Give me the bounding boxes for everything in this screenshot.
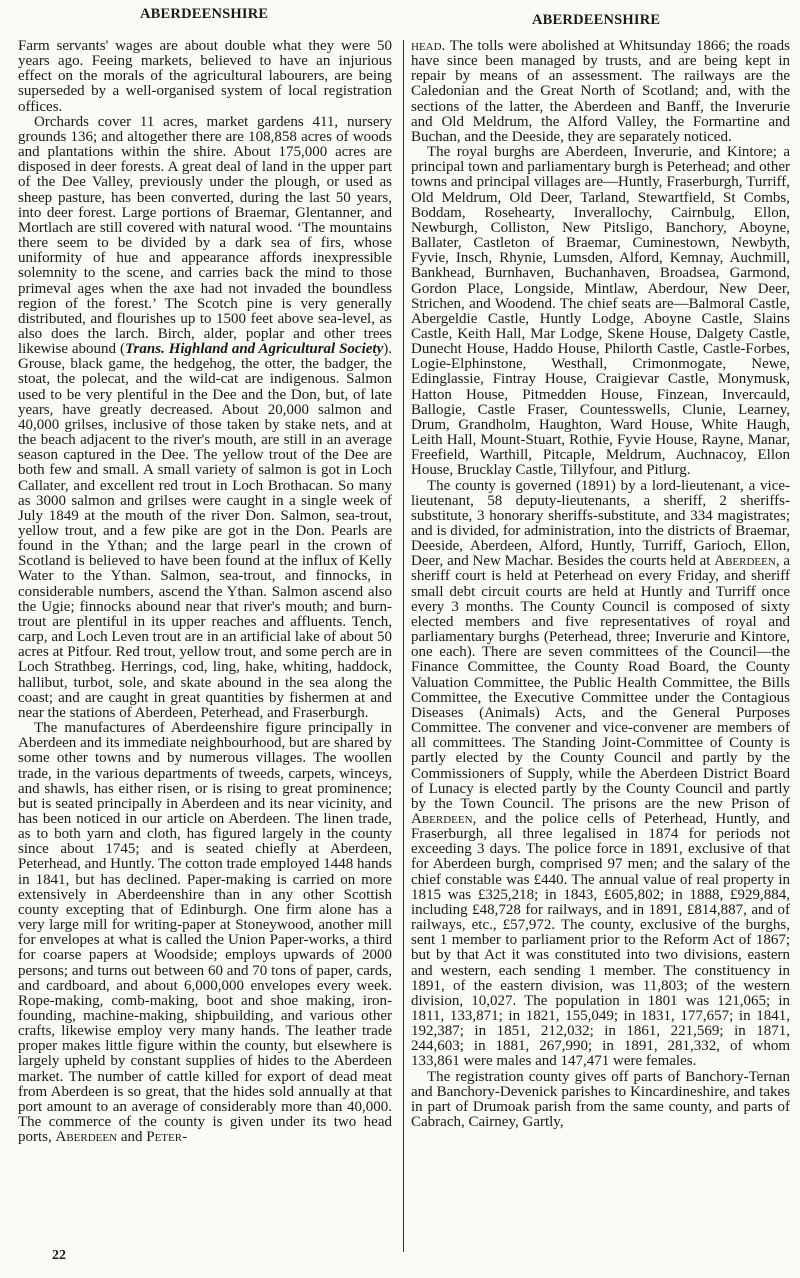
small-caps-reference: head.	[411, 38, 446, 54]
text-run: Farm servants' wages are about double what they were 50 years ago. Feeing markets, believed to have an injurious effect on the morals of the agricultural labourers, are being superseded by a well-organised system of local registration offices.	[18, 38, 392, 115]
running-header-right: ABERDEENSHIRE	[532, 12, 661, 28]
paragraph	[411, 1070, 790, 1131]
text-run: , a sheriff court is held at Peterhead on every Friday, and sheriff small debt circuit courts are held at Huntly and Turriff once every 3 months. The County Council is composed of sixty elected members and five representatives of royal and parliamentary burghs (Peterhead, three; Inverurie and Kintore, one each). There are seven committees of the Council—the Finance Committee, the County Road Board, the County Valuation Committee, the Public Health Committee, the Bills Committee, the Executive Committee under the Contagious Diseases (Animals) Acts, and the General Purposes Committee. The convener and vice-convener are members of all committees. The Standing Joint-Committee of County is partly elected by the County Council and partly by the Commissioners of Supply, while the Aberdeen District Board of Lunacy is elected partly by the County Council and partly by the Town Council. The prisons are the new Prison of	[411, 553, 790, 812]
paragraph	[18, 115, 392, 721]
text-column-left	[18, 39, 392, 1145]
small-caps-reference: Peter-	[146, 1129, 188, 1146]
small-caps-reference: Aberdeen	[411, 810, 473, 827]
text-run: and	[117, 1129, 147, 1146]
text-run: The royal burghs are Aberdeen, Inverurie, and Kintore; a principal town and parliamentary burgh is Peterhead; and other towns and principal villages are—Huntly, Fraserburgh, Turriff, Old Meldrum, Old Deer, Tarland, Stewartfield, St Combs, Boddam, Rosehearty, Inverallochy, Cairnbulg, Ellon, Newburgh, Colliston, New Pitsligo, Banchory, Aboyne, Ballater, Castleton of Braemar, Cuminestown, Newbyth, Fyvie, Insch, Rhynie, Lumsden, Alford, Kemnay, Auchmill, Bankhead, Burnhaven, Buchanhaven, Broadsea, Garmond, Gordon Place, Longside, Mintlaw, Aberdour, New Deer, Strichen, and Woodend. The chief seats are—Balmoral Castle, Abergeldie Castle, Huntly Lodge, Aboyne Castle, Slains Castle, Keith Hall, Mar Lodge, Skene House, Dalgety Castle, Dunecht House, Haddo House, Philorth Castle, Castle-Forbes, Logie-Elphinstone, Westhall, Crimonmogate, Newe, Edinglassie, Fintray House, Craigievar Castle, Monymusk, Hatton House, Pitmedden House, Finzean, Invercauld, Ballogie, Castle Fraser, Countesswells, Clunie, Learney, Drum, Grandholm, Haughton, Ward House, White Haugh, Leith Hall, Mount-Stuart, Rothie, Fyvie House, Rayne, Manar, Freefield, Warthill, Pitcaple, Meldrum, Auchnacoy, Ellon House, Brucklay Castle, Tillyfour, and Pitlurg.	[411, 144, 790, 479]
paragraph	[411, 145, 790, 478]
italic-citation: Trans. Highland and Agricultural Society	[124, 341, 384, 358]
small-caps-reference: Aberdeen	[714, 553, 776, 570]
text-run: The manufactures of Aberdeenshire figure principally in Aberdeen and its immediate neighbourhood, but are shared by some other towns and by numerous villages. The woollen trade, in the various departments of tweeds, carpets, winceys, and shawls, has either risen, or is rising to great prominence; but is seated principally in Aberdeen and its near vicinity, and has been noticed in our article on Aberdeen. The linen trade, as to both yarn and cloth, has figured largely in the county since about 1745; and is seated chiefly at Aberdeen, Peterhead, and Huntly. The cotton trade employed 1448 hands in 1841, but has declined. Paper-making is carried on more extensively in Aberdeenshire than in any other Scottish county excepting that of Edinburgh. One firm alone has a very large mill for writing-paper at Stoneywood, another mill for envelopes at what is called the Union Paper-works, a third for coarse papers at Woodside; employs upwards of 2000 persons; and turns out between 60 and 70 tons of paper, cards, and cardboard, and about 6,000,000 envelopes every week. Rope-making, comb-making, boot and shoe making, iron-founding, machine-making, shipbuilding, and various other crafts, likewise employ very many hands. The leather trade proper makes little figure within the county, but elsewhere is largely upheld by constant supplies of hides to the Aberdeen market. The number of cattle killed for export of dead meat from Aberdeen is so great, that the hides sold annually at that port amount to an average of considerably more than 40,000. The commerce of the county is given under its two head ports,	[18, 720, 392, 1146]
paragraph	[18, 721, 392, 1145]
paragraph	[411, 39, 790, 145]
text-run: The tolls were abolished at Whitsunday 1866; the roads have since been managed by trusts, and are being kept in repair by means of an assessment. The railways are the Caledonian and the Great North of Scotland; and, with the sections of the latter, the Aberdeen and Banff, the Inverurie and Old Meldrum, the Alford Valley, the Formartine and Buchan, and the Deeside, they are separately noticed.	[411, 38, 790, 145]
paragraph	[411, 479, 790, 1070]
text-run: , and the police cells of Peterhead, Huntly, and Fraserburgh, all three legalised in 1874 for periods not exceeding 3 days. The police force in 1891, exclusive of that for Aberdeen burgh, comprised 97 men; and the salary of the chief constable was £440. The annual value of real property in 1815 was £325,218; in 1843, £605,802; in 1888, £929,884, including £48,728 for railways, and in 1891, £814,887, and of railways, etc., £57,972. The county, exclusive of the burghs, sent 1 member to parliament prior to the Reform Act of 1867; but by that Act it was constituted into two divisions, eastern and western, each sending 1 member. The constituency in 1891, of the eastern division, was 11,803; of the western division, 10,027. The population in 1801 was 121,065; in 1811, 133,871; in 1821, 155,049; in 1831, 177,657; in 1841, 192,387; in 1851, 212,032; in 1861, 221,569; in 1871, 244,603; in 1881, 267,990; in 1891, 281,332, of whom 133,861 were males and 147,471 were females.	[411, 810, 790, 1070]
text-run: The registration county gives off parts of Banchory-Ternan and Banchory-Devenick parishes to Kincardineshire, and takes in part of Drumoak parish from the same county, and parts of Cabrach, Cairney, Gartly,	[411, 1068, 790, 1131]
page-number: 22	[52, 1248, 66, 1263]
text-run: ). Grouse, black game, the hedgehog, the otter, the badger, the stoat, the polecat, and the wild-cat are indigenous. Salmon used to be very plentiful in the Dee and the Don, but, of late years, have greatly decreased. About 20,000 salmon and 40,000 grilses, inclusive of those taken by stake nets, and at the beach adjacent to the river's mouth, are still in an average season captured in the Dee. The yellow trout of the Dee are both few and small. A small variety of salmon is got in Loch Callater, and excellent red trout in Loch Brothacan. So many as 3000 salmon and grilses were caught in a single week of July 1849 at the mouth of the river Don. Salmon, sea-trout, yellow trout, and a few pike are got in the Don. Pearls are found in the Ythan; and the large pearl in the crown of Scotland is believed to have been found at the influx of Kelly Water to the Ythan. Salmon, sea-trout, and finnocks, in considerable numbers, ascend the Ythan. Salmon ascend also the Ugie; finnocks abound near that river's mouth; and burn-trout are plentiful in its upper reaches and affluents. Tench, carp, and Loch Leven trout are in an artificial lake of about 50 acres at Pitfour. Red trout, yellow trout, and some perch are in Loch Strathbeg. Herrings, cod, ling, hake, whiting, haddock, hallibut, turbot, sole, and skate abound in the sea along the coast; and are caught in great quantities by fishermen at and near the stations of Aberdeen, Peterhead, and Fraserburgh.	[18, 341, 392, 721]
text-column-right	[411, 39, 790, 1130]
column-divider	[403, 40, 404, 1252]
paragraph	[18, 39, 392, 115]
text-run: Orchards cover 11 acres, market gardens 411, nursery grounds 136; and altogether there are 108,858 acres of woods and plantations within the shire. About 175,000 acres are disposed in deer forests. A great deal of land in the upper part of the Dee Valley, previously under the plough, or used as sheep pasture, has been converted, during the last 50 years, into deer forest. Large portions of Braemar, Glentanner, and Mortlach are still covered with natural wood. ‘The mountains there seem to be divided by a dark sea of firs, whose uniformity of hue and appearance affords inexpressible solemnity to the scene, and carries back the mind to those primeval ages when the axe had not invaded the boundless region of the forest.’ The Scotch pine is very generally distributed, and flourishes up to 1500 feet above sea-level, as also does the larch. Birch, alder, poplar and other trees likewise abound (	[18, 113, 392, 358]
running-header-left: ABERDEENSHIRE	[140, 6, 269, 22]
text-run: The county is governed (1891) by a lord-lieutenant, a vice-lieutenant, 58 deputy-lieutenants, a sheriff, 2 sheriffs-substitute, 3 honorary sheriffs-substitute, and 334 magistrates; and is divided, for administration, into the districts of Braemar, Deeside, Aberdeen, Alford, Huntly, Turriff, Garioch, Ellon, Deer, and New Machar. Besides the courts held at	[411, 477, 790, 570]
small-caps-reference: Aberdeen	[55, 1129, 118, 1146]
